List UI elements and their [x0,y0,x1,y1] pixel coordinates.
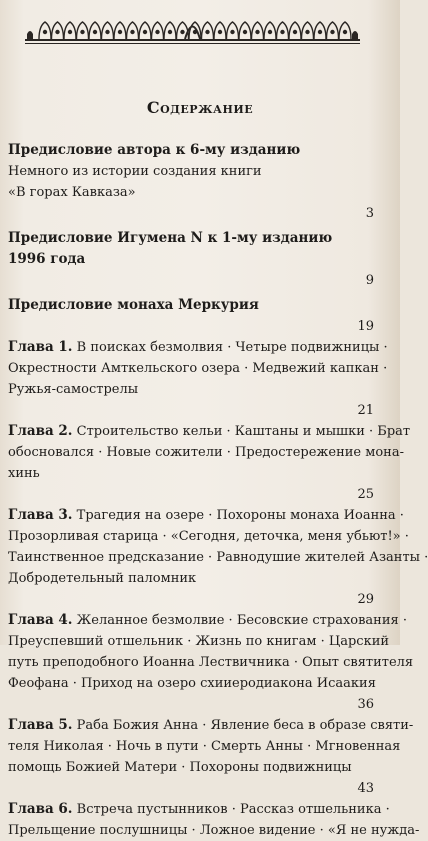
toc-entry-heading: Предисловие автора к 6-му изданию [8,142,301,158]
toc-entry[interactable] [8,228,390,291]
toc-entry[interactable] [8,337,390,418]
table-of-contents [8,140,428,841]
ornament-header [25,12,360,50]
toc-entry-heading: Предисловие монаха Меркурия [8,297,259,313]
toc-entry-text: Таинственное предсказание · Равнодушие жителей Азанты · [8,550,428,565]
toc-page-number: 21 [357,403,374,418]
toc-page-number: 36 [357,697,374,712]
toc-page-number: 3 [365,206,374,221]
toc-entry-heading: Глава 2. [8,423,73,439]
toc-page-number: 25 [357,487,374,502]
toc-entry-text: Добродетельный паломник [8,571,197,586]
toc-page-number: 9 [365,273,374,288]
toc-entry-heading: Предисловие Игумена N к 1-му изданию [8,230,333,246]
toc-entry-text: Ружья-самострелы [8,382,139,397]
toc-entry-text: Трагедия на озере · Похороны монаха Иоанна · [76,508,404,523]
toc-entry-text: обосновался · Новые сожители · Предостережение мона- [8,445,404,460]
toc-entry-heading: Глава 6. [8,801,73,817]
toc-entry-text: хинь [8,466,40,481]
toc-entry-text: Прельщение послушницы · Ложное видение · «Я не нужда- [8,823,420,838]
page-title: Содержание [146,98,254,117]
toc-entry[interactable] [8,505,428,607]
toc-entry[interactable] [8,715,414,796]
toc-entry[interactable] [8,799,420,841]
toc-entry-text: теля Николая · Ночь в пути · Смерть Анны · Мгновенная [8,739,401,754]
toc-entry-text: помощь Божией Матери · Похороны подвижницы [8,760,352,775]
toc-entry[interactable] [8,610,414,712]
toc-entry-text: путь преподобного Иоанна Лествичника · Опыт святителя [8,655,414,670]
toc-entry-heading: Глава 1. [8,339,73,355]
toc-entry-text: Окрестности Амткельского озера · Медвежий капкан · [8,361,388,376]
toc-entry[interactable] [8,295,390,334]
toc-entry-heading: Глава 4. [8,612,73,628]
toc-entry-heading: Глава 3. [8,507,73,523]
toc-entry-text: Желанное безмолвие · Бесовские страхования · [76,613,407,628]
toc-entry-text: Строительство кельи · Каштаны и мышки · Брат [76,424,411,439]
toc-entry-text: Немного из истории создания книги [8,164,262,179]
toc-page-number: 19 [357,319,374,334]
toc-entry-text: 1996 года [8,251,86,267]
toc-entry-text: Преуспевший отшельник · Жизнь по книгам · Царский [8,634,390,649]
toc-page-number: 29 [357,592,374,607]
toc-entry-heading: Глава 5. [8,717,73,733]
toc-page-number: 43 [357,781,374,796]
toc-entry-text: «В горах Кавказа» [8,185,136,200]
toc-entry-text: В поисках безмолвия · Четыре подвижницы · [76,340,388,355]
toc-entry-text: Раба Божия Анна · Явление беса в образе святи- [76,718,414,733]
toc-entry[interactable] [8,140,390,224]
toc-entry-text: Феофана · Приход на озеро схииеродиакона Исаакия [8,676,376,691]
toc-entry-text: Встреча пустынников · Рассказ отшельника · [76,802,390,817]
toc-entry[interactable] [8,421,411,502]
toc-entry-text: Прозорливая старица · «Сегодня, деточка, меня убьют!» · [8,529,409,544]
